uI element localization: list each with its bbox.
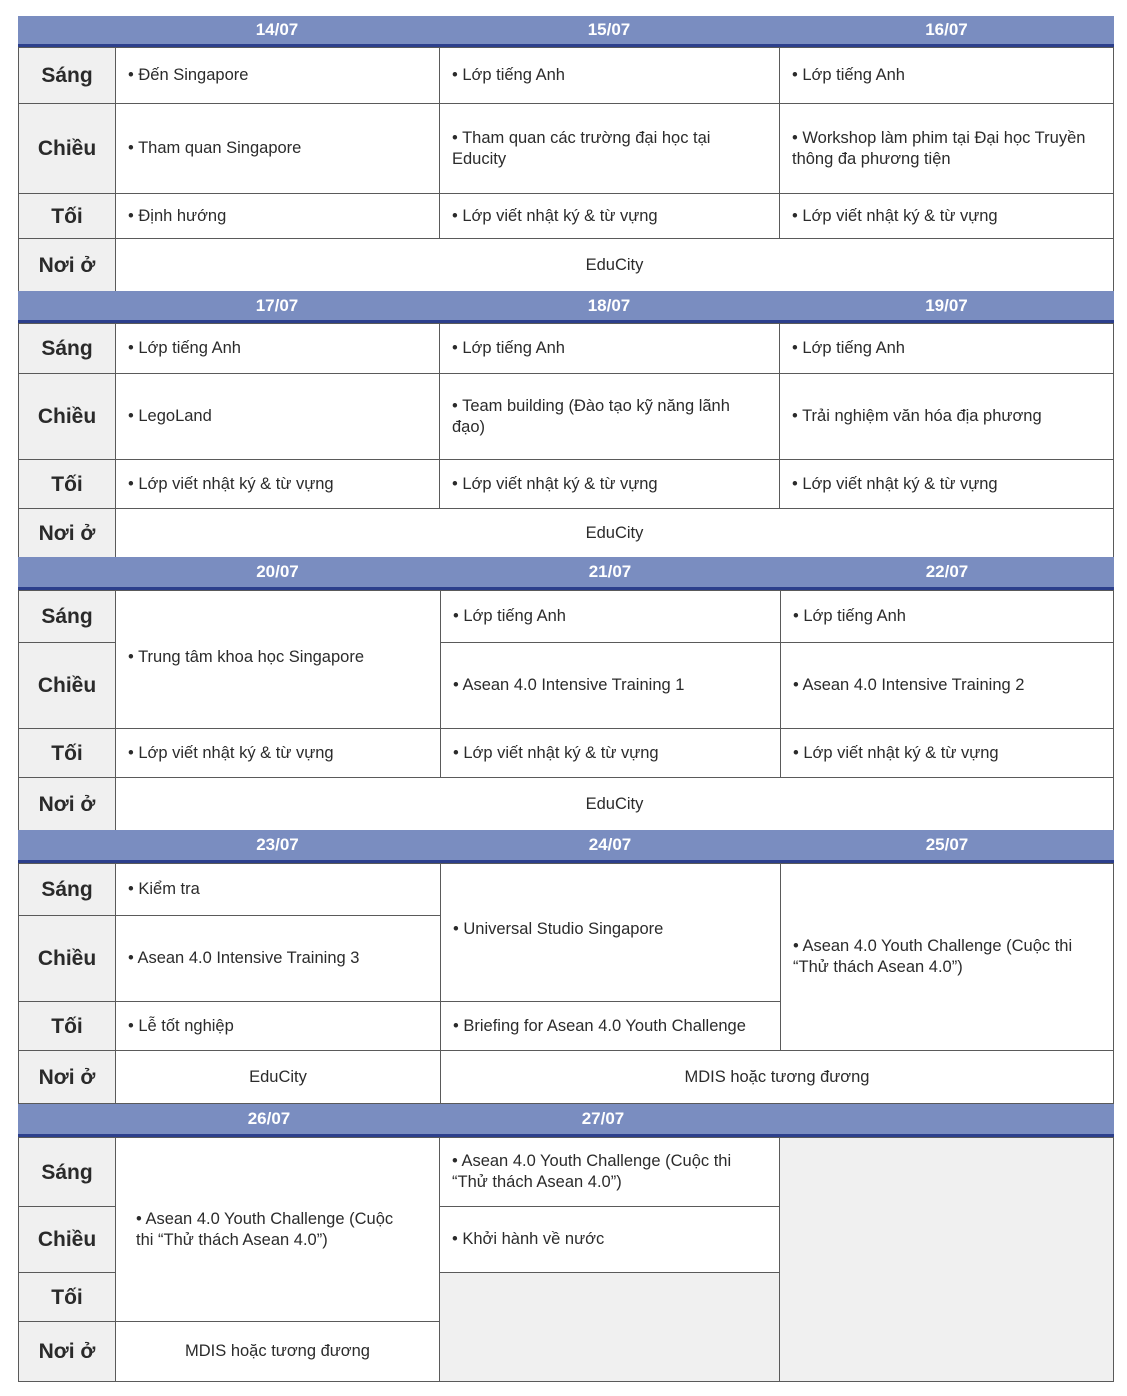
- activity-cell: • Asean 4.0 Youth Challenge (Cuộc thi “Thử thách Asean 4.0”): [439, 1137, 780, 1207]
- date-header: 26/07: [115, 1104, 423, 1134]
- date-header: 22/07: [780, 557, 1114, 587]
- activity-cell: • Lớp viết nhật ký & từ vựng: [115, 728, 441, 778]
- row-label-morning: Sáng: [18, 1137, 116, 1207]
- date-header: 19/07: [779, 291, 1114, 320]
- activity-cell: • Lớp tiếng Anh: [779, 47, 1114, 104]
- activity-cell: • Lớp tiếng Anh: [439, 323, 780, 374]
- date-header: 15/07: [439, 16, 779, 44]
- activity-cell: • Asean 4.0 Youth Challenge (Cuộc thi “Thử thách Asean 4.0”): [115, 1137, 440, 1322]
- row-label-evening: Tối: [18, 1001, 116, 1051]
- activity-cell: • Lớp viết nhật ký & từ vựng: [115, 459, 440, 509]
- activity-cell: • Asean 4.0 Intensive Training 2: [780, 642, 1114, 729]
- activity-cell: • Kiểm tra: [115, 863, 441, 916]
- accommodation-cell: MDIS hoặc tương đương: [440, 1050, 1114, 1104]
- row-label-afternoon: Chiều: [18, 373, 116, 460]
- row-label-stay: Nơi ở: [18, 238, 116, 292]
- row-label-afternoon: Chiều: [18, 915, 116, 1002]
- accommodation-cell: EduCity: [115, 1050, 441, 1104]
- activity-cell: • Team building (Đào tạo kỹ năng lãnh đạo): [439, 373, 780, 460]
- activity-cell: • Lớp viết nhật ký & từ vựng: [439, 193, 780, 239]
- date-header: 23/07: [115, 830, 440, 860]
- date-header: 24/07: [440, 830, 780, 860]
- date-header: 21/07: [440, 557, 780, 587]
- activity-cell: • Lớp tiếng Anh: [780, 590, 1114, 643]
- activity-cell: • Tham quan Singapore: [115, 103, 440, 194]
- accommodation-cell: EduCity: [115, 238, 1114, 292]
- activity-cell: • Lớp tiếng Anh: [779, 323, 1114, 374]
- row-label-afternoon: Chiều: [18, 103, 116, 194]
- empty-cell: [439, 1272, 780, 1382]
- activity-cell: • Lớp viết nhật ký & từ vựng: [439, 459, 780, 509]
- date-header: 18/07: [439, 291, 779, 320]
- activity-cell: • Briefing for Asean 4.0 Youth Challenge: [440, 1001, 781, 1051]
- row-label-evening: Tối: [18, 459, 116, 509]
- activity-cell: • LegoLand: [115, 373, 440, 460]
- row-label-evening: Tối: [18, 1272, 116, 1322]
- activity-cell: • Trung tâm khoa học Singapore: [115, 590, 441, 729]
- activity-cell: • Lớp tiếng Anh: [439, 47, 780, 104]
- row-label-morning: Sáng: [18, 323, 116, 374]
- activity-cell: • Asean 4.0 Intensive Training 3: [115, 915, 441, 1002]
- row-label-stay: Nơi ở: [18, 1050, 116, 1104]
- date-header: 16/07: [779, 16, 1114, 44]
- activity-cell: • Trải nghiệm văn hóa địa phương: [779, 373, 1114, 460]
- activity-cell: • Lớp viết nhật ký & từ vựng: [440, 728, 781, 778]
- row-label-stay: Nơi ở: [18, 777, 116, 831]
- activity-cell: • Định hướng: [115, 193, 440, 239]
- activity-cell: • Khởi hành về nước: [439, 1206, 780, 1273]
- activity-cell: • Asean 4.0 Youth Challenge (Cuộc thi “Thử thách Asean 4.0”): [780, 863, 1114, 1051]
- row-label-stay: Nơi ở: [18, 508, 116, 558]
- row-label-morning: Sáng: [18, 863, 116, 916]
- row-label-evening: Tối: [18, 193, 116, 239]
- date-header: 14/07: [115, 16, 439, 44]
- row-label-stay: Nơi ở: [18, 1321, 116, 1382]
- row-label-morning: Sáng: [18, 47, 116, 104]
- activity-cell: • Tham quan các trường đại học tại Educity: [439, 103, 780, 194]
- activity-cell: • Lớp viết nhật ký & từ vựng: [779, 193, 1114, 239]
- date-header: 17/07: [115, 291, 439, 320]
- activity-cell: • Workshop làm phim tại Đại học Truyền thông đa phương tiện: [779, 103, 1114, 194]
- date-header: 20/07: [115, 557, 440, 587]
- activity-cell: • Lễ tốt nghiệp: [115, 1001, 441, 1051]
- row-label-afternoon: Chiều: [18, 1206, 116, 1273]
- accommodation-cell: EduCity: [115, 508, 1114, 558]
- row-label-afternoon: Chiều: [18, 642, 116, 729]
- activity-cell: • Lớp viết nhật ký & từ vựng: [779, 459, 1114, 509]
- activity-cell: • Universal Studio Singapore: [440, 863, 781, 1002]
- date-header: 25/07: [780, 830, 1114, 860]
- empty-cell: [779, 1137, 1114, 1382]
- schedule-table: [18, 16, 1114, 1382]
- activity-cell: • Asean 4.0 Intensive Training 1: [440, 642, 781, 729]
- activity-cell: • Đến Singapore: [115, 47, 440, 104]
- row-label-morning: Sáng: [18, 590, 116, 643]
- row-label-evening: Tối: [18, 728, 116, 778]
- date-header: 27/07: [423, 1104, 783, 1134]
- accommodation-cell: MDIS hoặc tương đương: [115, 1321, 440, 1382]
- activity-cell: • Lớp tiếng Anh: [115, 323, 440, 374]
- activity-cell: • Lớp viết nhật ký & từ vựng: [780, 728, 1114, 778]
- activity-cell: • Lớp tiếng Anh: [440, 590, 781, 643]
- accommodation-cell: EduCity: [115, 777, 1114, 831]
